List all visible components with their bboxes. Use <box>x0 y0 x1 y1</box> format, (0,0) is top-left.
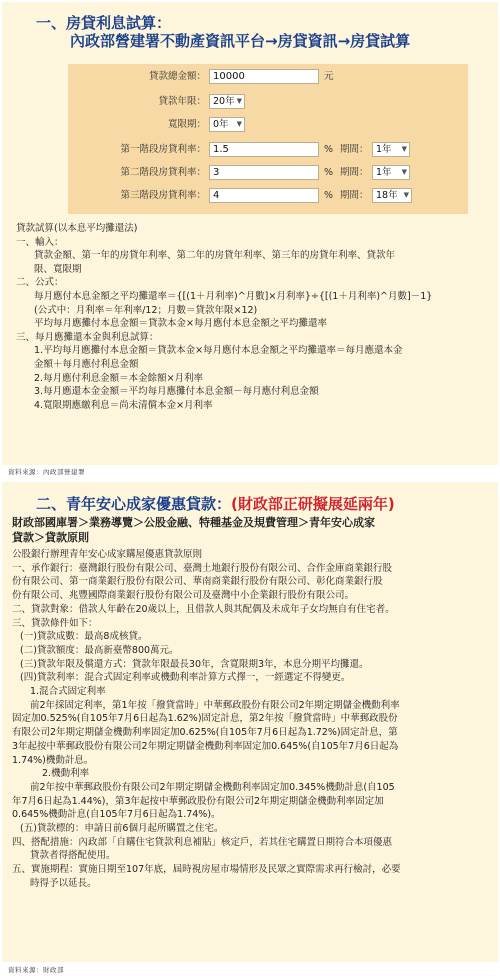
calc-line: 2.每月應付利息金額＝本金餘額×月利率 <box>34 372 204 384</box>
text-line: 固定加0.525%(自105年7月6日起為1.62%)固定計息，第2年按「撥貸當時」中華郵政股份 <box>12 713 398 725</box>
text-line: (一)貸款成數：最高8成核貸。 <box>20 631 148 643</box>
calc-line: 每月應付本息金額之平均攤還率＝{[(1＋月利率)^月數]×月利率}÷{[(1＋月利率)^月數]－1} <box>34 290 433 302</box>
loan-amount-row <box>68 68 468 85</box>
section1-source: 資料來源：內政部營建署 <box>8 468 85 476</box>
calc-line: 貸款金額、第一年的房貸年利率、第二年的房貸年利率、第三年的房貸年利率、貸款年 <box>34 250 396 262</box>
rate3-period-value: 18年 <box>376 190 398 201</box>
rate2-row <box>68 164 468 181</box>
rate3-row <box>68 187 468 204</box>
loan-years-select[interactable] <box>209 94 245 109</box>
calc-line: 平均每月應攤付本息金額＝貸款本金×每月應付本息金額之平均攤還率 <box>34 318 327 330</box>
mortgage-calculator-panel <box>2 2 498 465</box>
section2-title-main: 二、青年安心成家優惠貸款： <box>36 495 232 513</box>
text-line: 2.機動利率 <box>42 768 90 780</box>
grace-period-value: 0年 <box>213 119 229 130</box>
youth-home-loan-panel <box>2 482 498 962</box>
rate3-label: 第三階段房貸利率： <box>120 190 206 201</box>
text-line: (二)貸款額度：最高新臺幣800萬元。 <box>20 644 179 656</box>
chevron-down-icon: ▼ <box>401 168 407 176</box>
text-line: 份有限公司、第一商業銀行股份有限公司、華南商業銀行股份有限公司、彰化商業銀行股 <box>12 576 383 588</box>
chevron-down-icon: ▼ <box>401 145 407 153</box>
rate3-period-label: 期間： <box>340 190 369 201</box>
text-line: 1.74%)機動計息。 <box>12 754 94 766</box>
calc-line: 1.平均每月應攤付本息金額＝貸款本金×每月應付本息金額之平均攤還率＝每月應還本金 <box>34 345 403 357</box>
rate3-percent: % <box>324 190 334 201</box>
calc-line: (公式中：月利率＝年利率/12；月數＝貸款年限×12) <box>34 304 258 316</box>
text-line: (五)貸款標的：申請日前6個月起所購置之住宅。 <box>20 823 224 835</box>
calc-line: 4.寬限期應繳利息＝尚未清償本金×月利率 <box>34 399 213 411</box>
text-line: 份有限公司、兆豐國際商業銀行股份有限公司及臺灣中小企業銀行股份有限公司。 <box>12 590 355 602</box>
rate1-percent: % <box>324 144 334 155</box>
text-line: 前2年採固定利率，第1年按「撥貸當時」中華郵政股份有限公司2年期定期儲金機動利率 <box>30 699 400 711</box>
section2-title-note: (財政部正研擬展延兩年) <box>231 495 395 513</box>
rate1-row <box>68 141 468 158</box>
section2-title <box>36 493 395 514</box>
text-line: 前2年按中華郵政股份有限公司2年期定期儲金機動利率固定加0.345%機動計息(自105 <box>30 781 395 793</box>
rate2-label: 第二階段房貸利率： <box>120 167 206 178</box>
calc-line: 限、寬限期 <box>34 263 82 275</box>
breadcrumb <box>12 515 490 545</box>
chevron-down-icon: ▼ <box>403 191 409 199</box>
rate2-period-value: 1年 <box>376 167 392 178</box>
text-line: 一、承作銀行：臺灣銀行股份有限公司、臺灣土地銀行股份有限公司、合作金庫商業銀行股 <box>12 562 393 574</box>
calc-line: 一、輸入： <box>16 236 64 248</box>
grace-period-label: 寬限期： <box>167 119 206 130</box>
breadcrumb-line2: 貸款＞貸款原則 <box>12 531 89 544</box>
section1-title-line1: 一、房貸利息試算： <box>36 14 172 32</box>
rate1-period-label: 期間： <box>340 144 369 155</box>
loan-years-label: 貸款年限： <box>158 96 206 107</box>
breadcrumb-line1: 財政部國庫署＞業務導覽＞公股金融、特種基金及規費管理＞青年安心成家 <box>12 516 375 529</box>
calc-line: 金額＋每月應付利息金額 <box>34 358 139 370</box>
loan-amount-input[interactable]: 10000 <box>209 69 319 84</box>
loan-calculator-form <box>68 64 468 214</box>
text-line: (四)貸款利率：混合式固定利率或機動利率計算方式擇一，一經選定不得變更。 <box>20 672 351 684</box>
text-line: 四、搭配措施：內政部「自購住宅貸款利息補貼」核定戶，若其住宅購置日期符合本項優惠 <box>12 836 393 848</box>
loan-amount-unit: 元 <box>324 71 334 82</box>
loan-principles-text <box>12 548 490 891</box>
rate1-period-value: 1年 <box>376 144 392 155</box>
grace-period-select[interactable] <box>209 117 245 132</box>
loan-years-value: 20年 <box>213 96 235 107</box>
loan-years-row <box>68 93 468 110</box>
rate2-input[interactable]: 3 <box>209 165 319 180</box>
loan-amount-label: 貸款總金額： <box>148 71 206 82</box>
rate1-period-select[interactable] <box>372 142 410 157</box>
text-line: 二、貸款對象：借款人年齡在20歲以上，且借款人與其配偶及未成年子女均無自有住宅者。 <box>12 603 395 615</box>
text-line: 貸款者得搭配使用。 <box>30 850 116 862</box>
calc-line: 三、每月應攤還本金與利息試算： <box>16 331 159 343</box>
text-line: 公股銀行辦理青年安心成家購屋優惠貸款原則 <box>12 549 203 560</box>
text-line: 三、貸款條件如下： <box>12 617 98 629</box>
rate1-label: 第一階段房貸利率： <box>120 144 206 155</box>
text-line: 年7月6日起為1.44%)，第3年起按中華郵政股份有限公司2年期定期儲金機動利率固定加 <box>12 795 384 807</box>
text-line: 時得予以延長。 <box>30 877 97 889</box>
rate2-period-label: 期間： <box>340 167 369 178</box>
rate2-percent: % <box>324 167 334 178</box>
text-line: 有限公司2年期定期儲金機動利率固定加0.625%(自105年7月6日起為1.72%)固定計息，第 <box>12 727 398 739</box>
calculation-explanation <box>16 222 486 412</box>
rate3-input[interactable]: 4 <box>209 188 319 203</box>
grace-period-row <box>68 116 468 133</box>
text-line: 五、實施期程：實施日期至107年底，屆時視房屋市場情形及民眾之實際需求再行檢討，必要 <box>12 864 401 876</box>
rate2-period-select[interactable] <box>372 165 410 180</box>
rate3-period-select[interactable] <box>372 188 412 203</box>
text-line: 3年起按中華郵政股份有限公司2年期定期儲金機動利率固定加0.645%(自105年7月6日起為 <box>12 740 399 752</box>
section2-source: 資料來源：財政部 <box>8 966 64 974</box>
section1-title <box>36 14 410 50</box>
chevron-down-icon: ▼ <box>236 97 242 105</box>
rate1-input[interactable]: 1.5 <box>209 142 319 157</box>
text-line: 0.645%機動計息(自105年7月6日起為1.74%)。 <box>12 809 221 821</box>
calc-line: 3.每月應還本金金額＝平均每月應攤付本息金額－每月應付利息金額 <box>34 386 319 398</box>
chevron-down-icon: ▼ <box>236 120 242 128</box>
section1-title-line2: 內政部營建署不動產資訊平台→房貸資訊→房貸試算 <box>70 32 411 50</box>
text-line: (三)貸款年限及償還方式：貸款年限最長30年，含寬限期3年，本息分期平均攤還。 <box>20 658 369 670</box>
calc-line: 二、公式： <box>16 277 64 289</box>
text-line: 1.混合式固定利率 <box>30 686 106 698</box>
calc-line: 貸款試算(以本息平均攤還法) <box>16 223 138 234</box>
